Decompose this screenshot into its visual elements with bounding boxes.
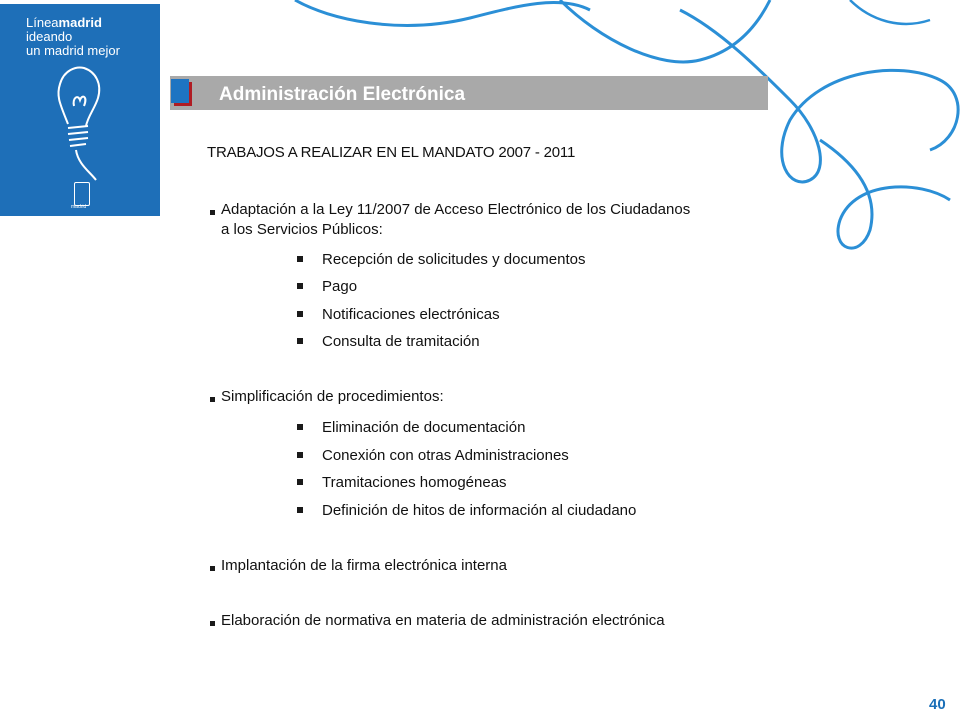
bullet-regulations: Elaboración de normativa en materia de administración electrónica <box>221 612 665 629</box>
bullet-law-line1: Adaptación a la Ley 11/2007 de Acceso Electrónico de los Ciudadanos <box>221 201 691 218</box>
bullet-electronic-signature: Implantación de la firma electrónica interna <box>221 557 507 574</box>
crest-label: madrid <box>71 204 87 210</box>
section-heading: TRABAJOS A REALIZAR EN EL MANDATO 2007 - 2011 <box>207 144 576 161</box>
list-item: Definición de hitos de información al ciudadano <box>322 502 637 519</box>
cover-line-mejor: un madrid mejor <box>26 43 120 58</box>
list-item: Consulta de tramitación <box>322 333 480 350</box>
madrid-crest-icon <box>74 182 90 206</box>
title-square-blue <box>171 79 189 103</box>
cover-brand-prefix: Línea <box>26 15 59 30</box>
list-item: Tramitaciones homogéneas <box>322 474 507 491</box>
slide-title: Administración Electrónica <box>219 84 466 105</box>
brochure-cover <box>0 4 160 216</box>
bullet-law-adaptation <box>221 200 821 240</box>
bullet-simplification: Simplificación de procedimientos: <box>221 388 444 405</box>
page-number: 40 <box>929 696 946 713</box>
list-item: Conexión con otras Administraciones <box>322 447 569 464</box>
list-item: Notificaciones electrónicas <box>322 306 500 323</box>
cover-brand-bold: madrid <box>58 15 102 30</box>
cover-line-ideando: ideando <box>26 29 73 44</box>
list-item: Pago <box>322 278 358 295</box>
list-item: Eliminación de documentación <box>322 419 526 436</box>
list-item: Recepción de solicitudes y documentos <box>322 251 586 268</box>
bullet-law-line2: a los Servicios Públicos: <box>221 221 383 238</box>
